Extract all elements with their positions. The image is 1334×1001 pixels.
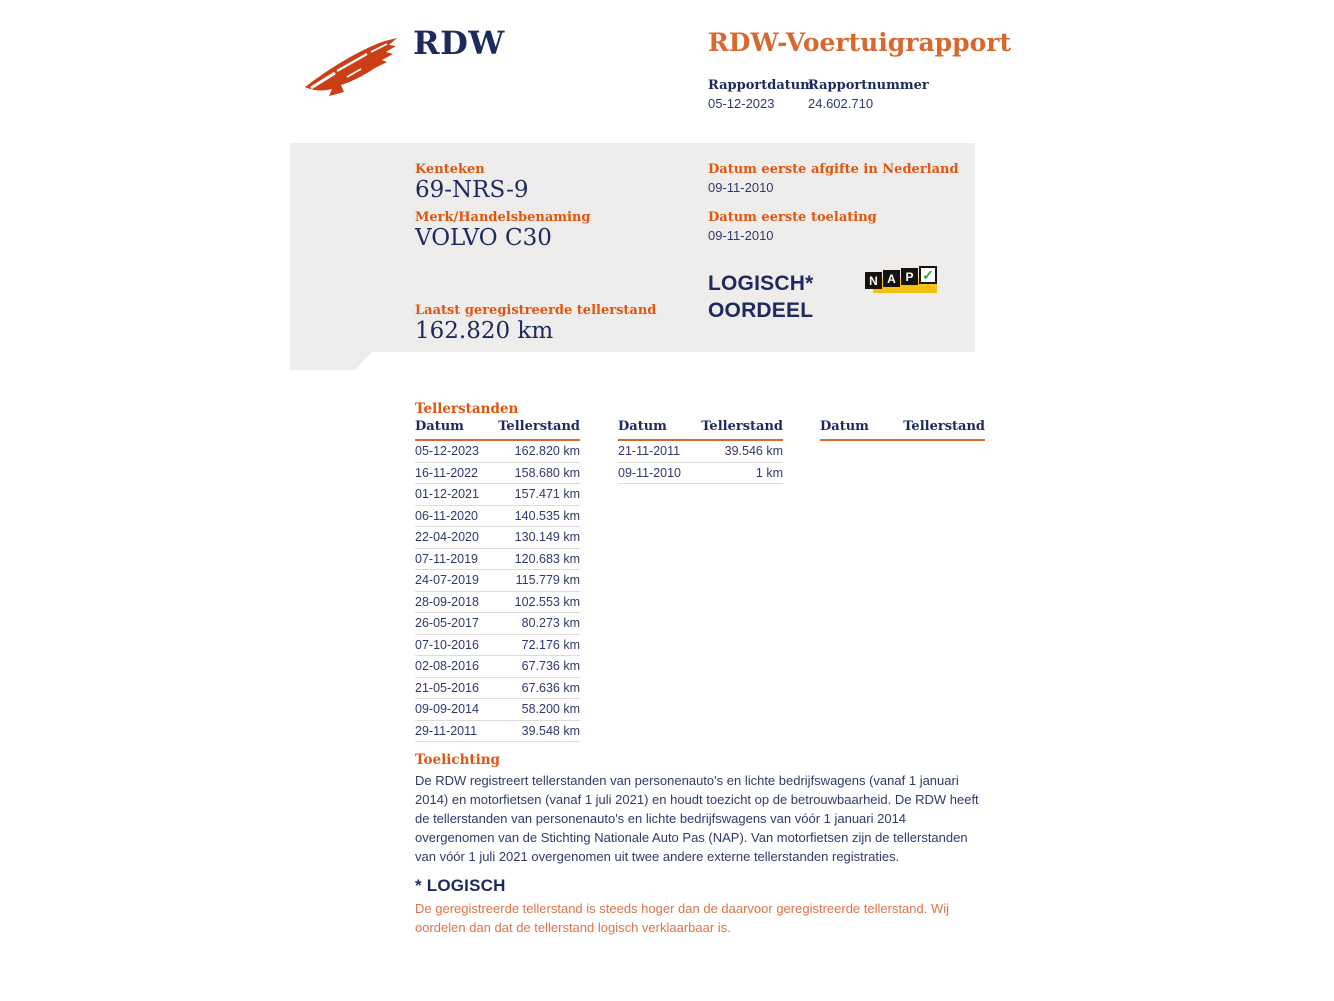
table-row [415,527,580,549]
table-row [618,463,783,485]
cell-datum: 16-11-2022 [415,465,479,480]
table-row [415,506,580,528]
nap-letter-a: A [883,270,900,287]
cell-tellerstand: 157.471 km [514,487,580,502]
nap-check-icon: ✓ [919,266,937,284]
kenteken-value: 69-NRS-9 [415,177,529,203]
oordeel-heading [708,270,813,324]
merk-value: VOLVO C30 [415,225,552,251]
col-datum-header: Datum [820,419,869,434]
cell-tellerstand: 1 km [755,465,783,480]
cell-datum: 09-09-2014 [415,702,479,717]
table-row [415,592,580,614]
cell-tellerstand: 140.535 km [514,508,580,523]
cell-datum: 01-12-2021 [415,487,479,502]
toelichting-label: Toelichting [415,752,501,768]
cell-tellerstand: 102.553 km [514,594,580,609]
meter-table-2 [618,419,783,484]
table-row [415,721,580,743]
tellerstand-label: Laatst geregistreerde tellerstand [415,303,657,318]
col-datum-header: Datum [415,419,464,434]
cell-tellerstand: 39.546 km [724,444,783,459]
toelichting-text: De RDW registreert tellerstanden van personenauto's en lichte bedrijfswagens (vanaf 1 januari 2014) en motorfietsen (vanaf 1 juli 2021) en houdt toezicht op de betrouwbaarheid. De RDW heeft de tellerstanden van personenauto's en lichte bedrijfswagens van vóór 1 januari 2014 overgenomen van de Stichting Nationale Auto Pas (NAP). Van motorfietsen zijn de tellerstanden van vóór 1 juli 2021 overgenomen uit twee andere externe tellerstanden registraties. [415,773,979,864]
cell-datum: 24-07-2019 [415,573,479,588]
table-row [415,549,580,571]
cell-tellerstand: 58.200 km [521,702,580,717]
cell-datum: 21-11-2011 [618,444,681,459]
report-title: RDW-Voertuigrapport [708,28,1012,57]
col-tellerstand-header: Tellerstand [701,419,783,434]
table-row [415,484,580,506]
cell-tellerstand: 67.736 km [521,659,580,674]
col-datum-header: Datum [618,419,667,434]
cell-datum: 07-10-2016 [415,637,479,652]
cell-tellerstand: 158.680 km [514,465,580,480]
cell-datum: 02-08-2016 [415,659,479,674]
cell-tellerstand: 67.636 km [521,680,580,695]
cell-datum: 22-04-2020 [415,530,479,545]
cell-tellerstand: 80.273 km [521,616,580,631]
kenteken-label: Kenteken [415,162,485,177]
report-number-value: 24.602.710 [808,96,874,111]
logisch-heading: * LOGISCH [415,876,506,895]
cell-tellerstand: 115.779 km [515,573,580,588]
meter-table-3 [820,419,985,441]
summary-panel-tail [290,352,372,370]
cell-datum: 06-11-2020 [415,508,479,523]
logisch-text: De geregistreerde tellerstand is steeds hoger dan de daarvoor geregistreerde tellerstand. Wij oordelen dan dat de tellerstand logisch verklaarbaar is. [415,901,950,935]
cell-tellerstand: 120.683 km [514,551,580,566]
cell-datum: 29-11-2011 [415,723,478,738]
cell-datum: 07-11-2019 [415,551,479,566]
tellerstanden-section-label: Tellerstanden [415,401,519,417]
table-row [415,613,580,635]
table-row [415,699,580,721]
nap-letter-n: N [865,272,882,289]
merk-label: Merk/Handelsbenaming [415,210,591,225]
cell-datum: 28-09-2018 [415,594,479,609]
oordeel-line2: OORDEEL [708,299,814,322]
meter-table-header [820,419,985,441]
tellerstand-value: 162.820 km [415,318,554,344]
table-row [415,635,580,657]
col-tellerstand-header: Tellerstand [498,419,580,434]
toelating-label: Datum eerste toelating [708,210,877,225]
cell-tellerstand: 162.820 km [514,444,580,459]
meter-table-1 [415,419,580,742]
table-row [415,463,580,485]
afgifte-value: 09-11-2010 [708,180,774,195]
cell-datum: 09-11-2010 [618,465,682,480]
table-row [618,441,783,463]
cell-tellerstand: 39.548 km [521,723,580,738]
meter-table-header [415,419,580,441]
nap-logo-icon [865,264,939,298]
cell-datum: 21-05-2016 [415,680,479,695]
table-row [415,656,580,678]
brand-wordmark: RDW [413,24,505,62]
table-row [415,678,580,700]
oordeel-line1: LOGISCH* [708,272,814,295]
toelating-value: 09-11-2010 [708,228,774,243]
nap-letter-p: P [901,268,918,285]
cell-tellerstand: 72.176 km [521,637,580,652]
col-tellerstand-header: Tellerstand [903,419,985,434]
report-number-label: Rapportnummer [808,78,929,93]
report-date-value: 05-12-2023 [708,96,775,111]
afgifte-label: Datum eerste afgifte in Nederland [708,162,959,177]
rdw-logo-icon [303,30,399,98]
table-row [415,441,580,463]
cell-datum: 26-05-2017 [415,616,479,631]
cell-tellerstand: 130.149 km [514,530,580,545]
report-date-label: Rapportdatum [708,78,814,93]
meter-table-header [618,419,783,441]
cell-datum: 05-12-2023 [415,444,479,459]
table-row [415,570,580,592]
